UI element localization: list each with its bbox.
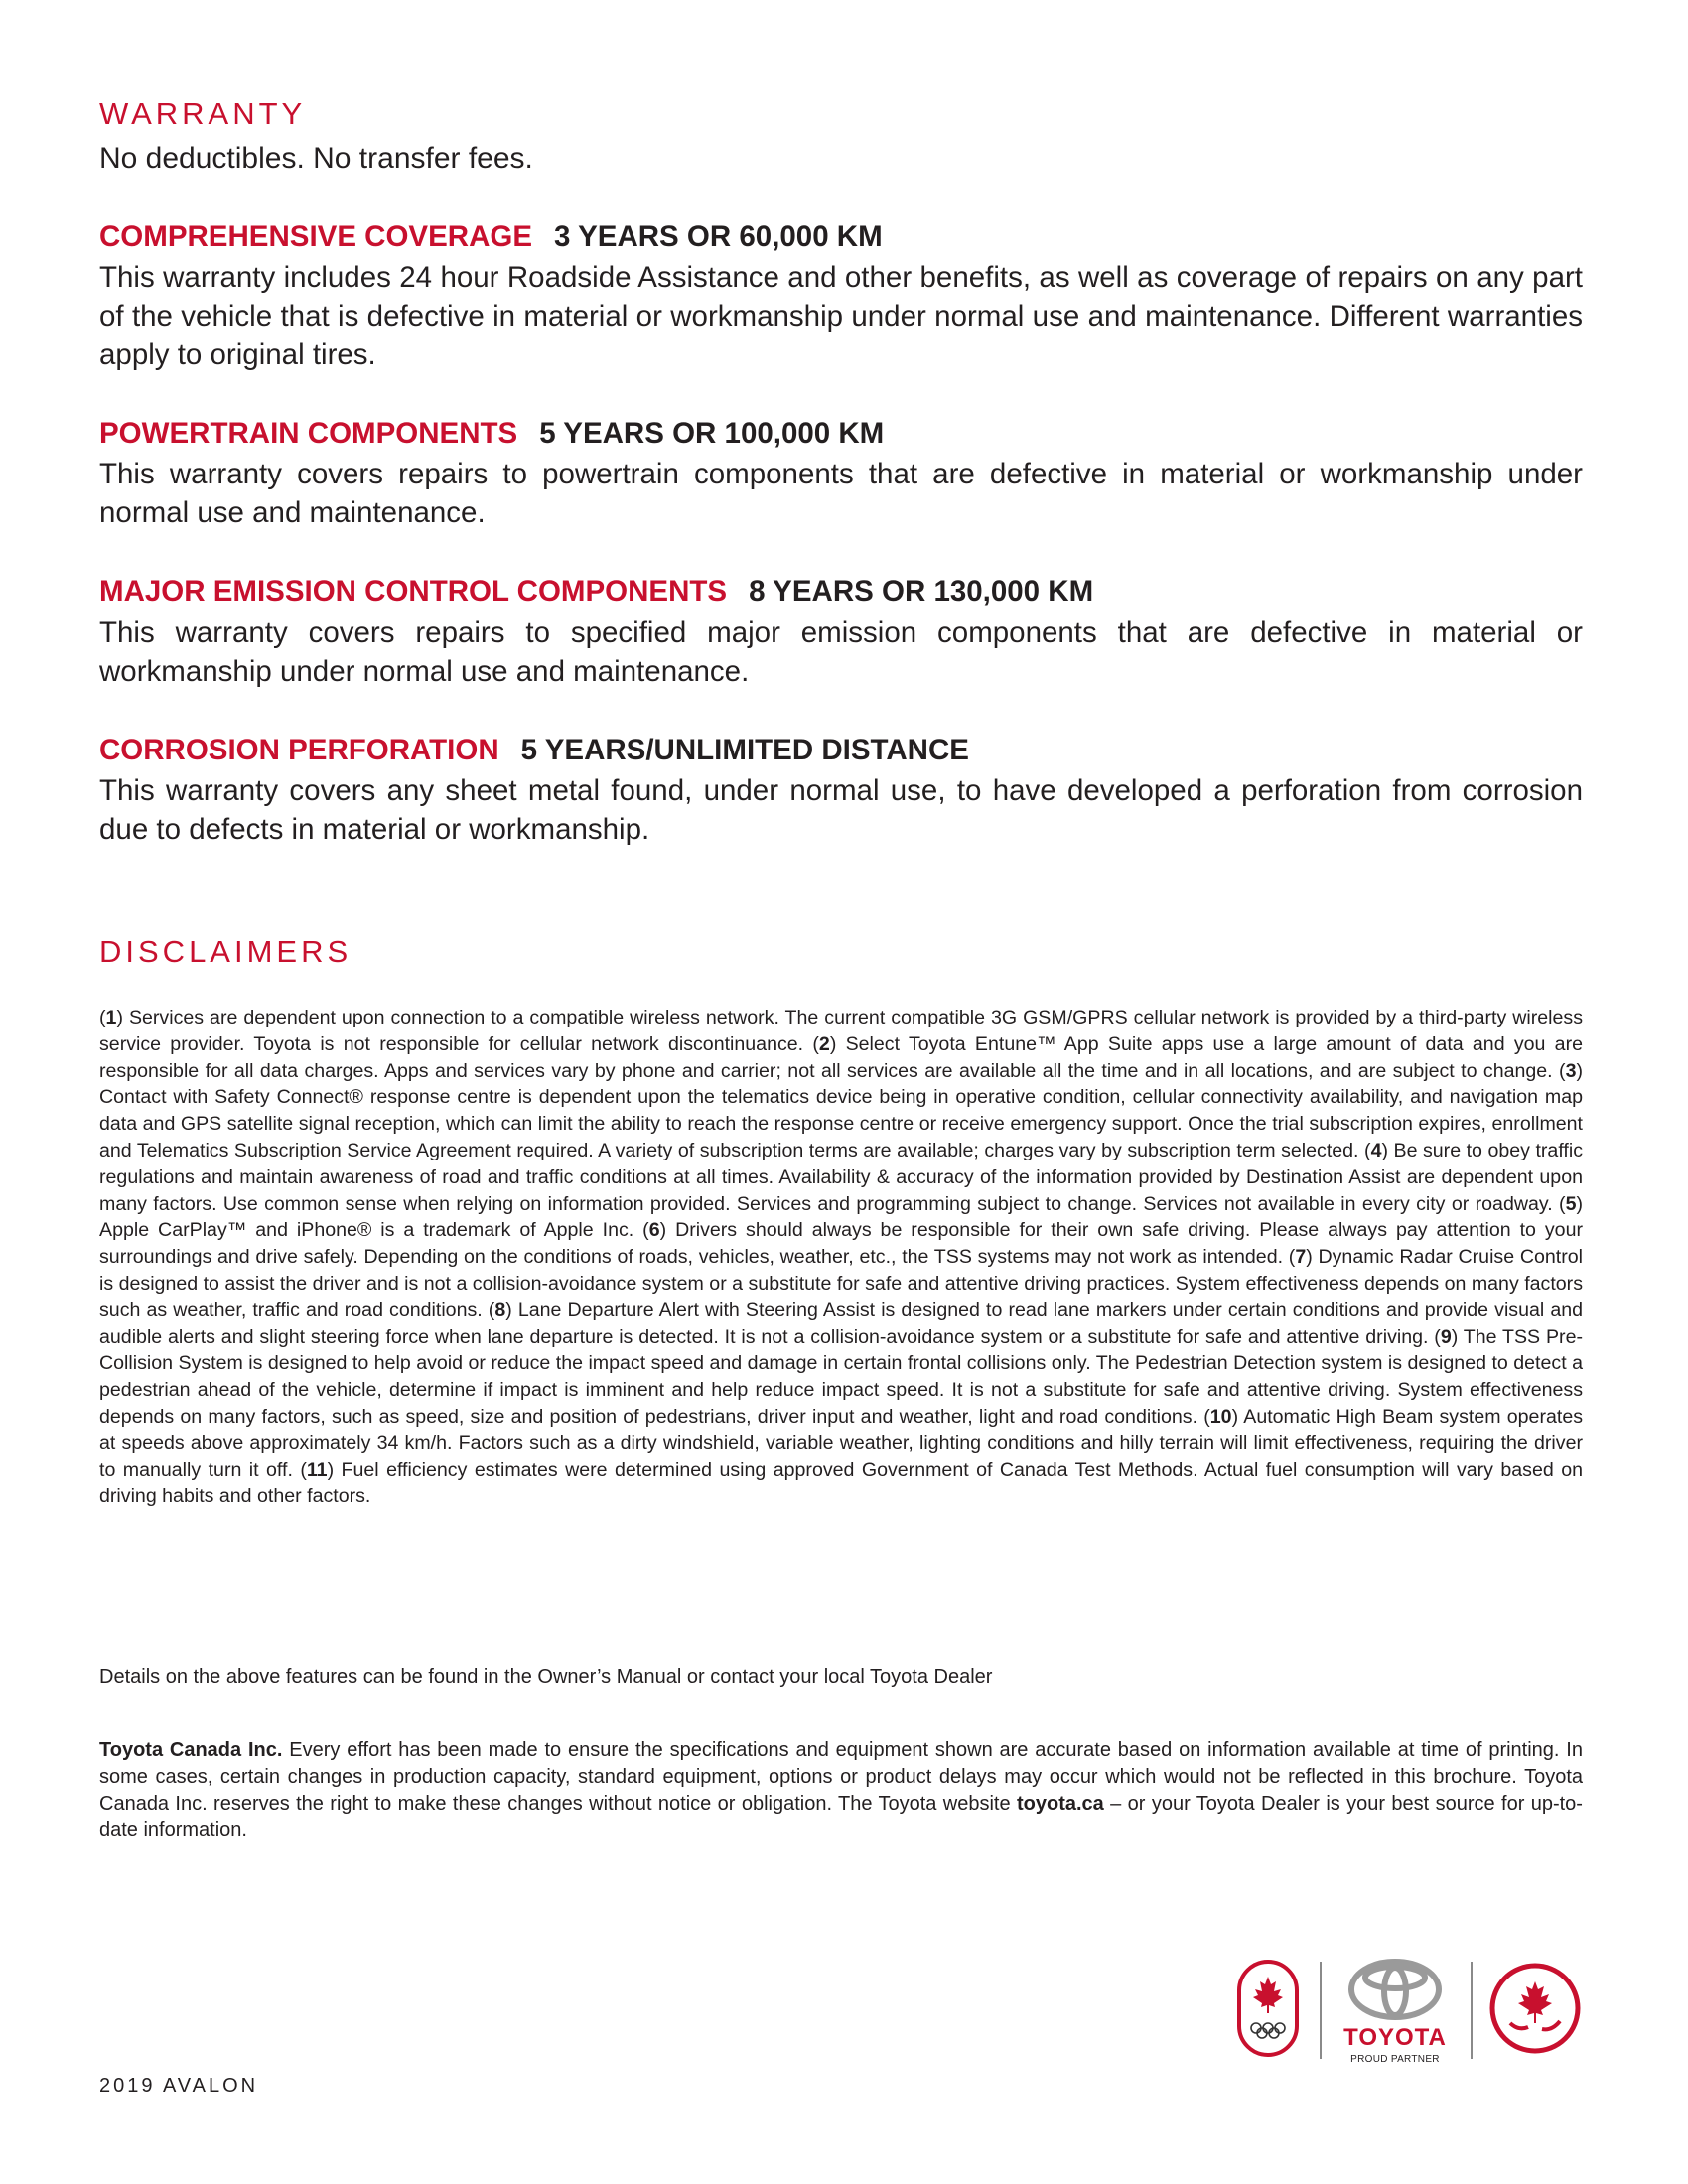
logo-divider — [1320, 1962, 1322, 2059]
warranty-subtitle: No deductibles. No transfer fees. — [99, 142, 533, 176]
note-number: 10 — [1209, 1405, 1232, 1428]
note-number: 9 — [1440, 1325, 1452, 1348]
note-number: 3 — [1565, 1059, 1577, 1082]
warranty-item-comprehensive — [99, 219, 1583, 374]
note-number: 8 — [494, 1298, 506, 1321]
warranty-item-term: 5 YEARS OR 100,000 KM — [539, 417, 885, 451]
warranty-item-term: 3 YEARS OR 60,000 KM — [554, 219, 883, 253]
note-text: Fuel efficiency estimates were determined using approved Government of Canada Test Methods. Actual fuel consumption will vary based on driving habits and other factors. — [99, 1458, 1583, 1508]
warranty-title: WARRANTY — [99, 96, 307, 131]
warranty-item-emission — [99, 574, 1583, 690]
note-text: Drivers should always be responsible for their own safe driving. Please always pay attention to your surroundings and drive safely. Depending on the conditions of roads, vehicles, weather, etc., the TSS systems may not work as intended. — [99, 1219, 1584, 1269]
legal-body: Every effort has been made to ensure the specifications and equipment shown are accurate based on information available at time of printing. In some cases, certain changes in production capacity, standard equipment, options or product delays may occur which would not be reflected in this brochure. Toyota Canada Inc. reserves the right to make these changes without notice or obligation. The Toyota website — [99, 1739, 1583, 1815]
note-text: The TSS Pre-Collision System is designed to help avoid or reduce the impact speed and damage in certain frontal collisions only. The Pedestrian Detection system is designed to detect a pedestrian ahead of the vehicle, determine if impact is imminent and help reduce impact speed. It is not a substitute for safe and attentive driving. System effectiveness depends on many factors, such as speed, size and position of pedestrians, driver input and weather, light and road conditions. — [99, 1325, 1583, 1428]
legal-company: Toyota Canada Inc. — [99, 1739, 283, 1761]
legal-body-end: – or your Toyota Dealer is your best source for up-to-date information. — [99, 1792, 1583, 1842]
disclaimers-text: (1) Services are dependent upon connection to a compatible wireless network. The current compatible 3G GSM/GPRS cellular network is provided by a third-party wireless service provider. Toyota is not responsible for cellular network discontinuance. (2) Select Toyota Entune™ App Suite apps use a large amount of data and you are responsible for all data charges. Apps and services vary by phone and carrier; not all services are available all the time and in all locations, and are subject to change. (3) Contact with Safety Connect® response centre is dependent upon the telematics device being in operative condition, cellular connectivity availability, and navigation map data and GPS satellite signal reception, which can limit the ability to reach the response centre or receive emergency support. Once the trial subscription expires, enrollment and Telematics Subscription Service Agreement required. A variety of subscription terms are available; charges vary by subscription term selected. (4) Be sure to obey traffic regulations and maintain awareness of road and traffic conditions at all times. Availability & accuracy of the information provided by Destination Assist are dependent upon many factors. Use common sense when relying on information provided. Services and programming subject to change. Services not available in every city or roadway. (5) Apple CarPlay™ and iPhone® is a trademark of Apple Inc. (6) Drivers should always be responsible for their own safe driving. Please always pay attention to your surroundings and drive safely. Depending on the conditions of roads, vehicles, weather, etc., the TSS systems may not work as intended. (7) Dynamic Radar Cruise Control is designed to assist the driver and is not a collision-avoidance system or a substitute for safe and attentive driving practices. System effectiveness depends on many factors such as weather, traffic and road conditions. (8) Lane Departure Alert with Steering Assist is designed to read lane markers under certain conditions and provide visual and audible alerts and slight steering force when lane departure is detected. It is not a collision-avoidance system or a substitute for safe and attentive driving. (9) The TSS Pre-Collision System is designed to help avoid or reduce the impact speed and damage in certain frontal collisions only. The Pedestrian Detection system is designed to detect a pedestrian ahead of the vehicle, determine if impact is imminent and help reduce impact speed. It is not a substitute for safe and attentive driving. System effectiveness depends on many factors, such as speed, size and position of pedestrians, driver input and weather, light and road conditions. (10) Automatic High Beam system operates at speeds above approximately 34 km/h. Factors such as a dirty windshield, variable weather, lighting conditions and hilly terrain will limit effectiveness, requiring the driver to manually turn it off. (11) Fuel efficiency estimates were determined using approved Government of Canada Test Methods. Actual fuel consumption will vary based on driving habits and other factors. — [99, 1007, 1584, 1508]
warranty-item-text: This warranty covers repairs to powertrain components that are defective in material or workmanship under normal use and maintenance. — [99, 458, 1583, 530]
note-text: Be sure to obey traffic regulations and maintain awareness of road and traffic conditions at all times. Availability & accuracy of the information provided by Destination Assist are dependent upon many factors. Use common sense when relying on information provided. Services and programming subject to change. Services not available in every city or roadway. — [99, 1139, 1584, 1215]
note-text: Select Toyota Entune™ App Suite apps use a large amount of data and you are responsible for all data charges. Apps and services vary by phone and carrier; not all services are available all the time and in all locations, and are subject to change. — [99, 1032, 1584, 1082]
warranty-item-name: CORROSION PERFORATION — [99, 733, 499, 766]
disclaimers-title: DISCLAIMERS — [99, 934, 352, 969]
note-text: Apple CarPlay™ and iPhone® is a trademark of Apple Inc. — [99, 1219, 634, 1242]
olympic-logo-icon — [1236, 1959, 1300, 2058]
note-number: 4 — [1370, 1139, 1382, 1161]
proud-partner-label: PROUD PARTNER — [1350, 2054, 1440, 2065]
warranty-item-name: POWERTRAIN COMPONENTS — [99, 417, 518, 451]
website-link[interactable]: toyota.ca — [1016, 1792, 1104, 1815]
note-text: Lane Departure Alert with Steering Assist is designed to read lane markers under certain conditions and provide visual and audible alerts and slight steering force when lane departure is detected. It is not a collision-avoidance system or a substitute for safe and attentive driving. — [99, 1298, 1584, 1348]
warranty-section — [99, 95, 1583, 849]
note-number: 6 — [648, 1219, 660, 1242]
warranty-item-text: This warranty covers repairs to specified major emission components that are defective in material or workmanship under normal use and maintenance. — [99, 615, 1583, 688]
warranty-item-powertrain — [99, 416, 1583, 532]
warranty-item-text: This warranty includes 24 hour Roadside Assistance and other benefits, as well as coverage of repairs on any part of the vehicle that is defective in material or workmanship under normal use and maintenance. Different warranties apply to original tires. — [99, 261, 1583, 372]
warranty-item-name: MAJOR EMISSION CONTROL COMPONENTS — [99, 575, 728, 609]
logo-divider — [1471, 1962, 1473, 2059]
note-text: Dynamic Radar Cruise Control is designed to assist the driver and is not a collision-avoidance system or a substitute for safe and attentive driving practices. System effectiveness depends on many factors such as weather, traffic and road conditions. — [99, 1246, 1584, 1321]
details-note: Details on the above features can be found in the Owner’s Manual or contact your local Toyota Dealer — [99, 1666, 993, 1688]
legal-text — [99, 1737, 1583, 1843]
note-text: Contact with Safety Connect® response centre is dependent upon the telematics device being in operative condition, cellular connectivity availability, and navigation map data and GPS satellite signal reception, which can limit the ability to reach the response centre or receive emergency support. Once the trial subscription expires, enrollment and Telematics Subscription Service Agreement required. A variety of subscription terms are available; charges vary by subscription term selected. — [99, 1086, 1583, 1161]
note-number: 2 — [818, 1032, 830, 1055]
note-number: 7 — [1295, 1246, 1307, 1269]
model-label: 2019 AVALON — [99, 2075, 259, 2097]
toyota-wordmark: TOYOTA — [1343, 2024, 1447, 2051]
warranty-item-term: 8 YEARS OR 130,000 KM — [749, 575, 1094, 609]
toyota-logo — [1334, 1954, 1457, 2073]
note-number: 1 — [105, 1007, 117, 1028]
note-text: Services are dependent upon connection to a compatible wireless network. The current compatible 3G GSM/GPRS cellular network is provided by a third-party wireless service provider. Toyota is not responsible for cellular network discontinuance. — [99, 1007, 1583, 1055]
note-text: Automatic High Beam system operates at speeds above approximately 34 km/h. Factors such as a dirty windshield, variable weather, lighting conditions and hilly terrain will limit effectiveness, requiring the driver to manually turn it off. — [99, 1405, 1584, 1481]
warranty-item-text: This warranty covers any sheet metal found, under normal use, to have developed a perforation from corrosion due to defects in material or workmanship. — [99, 774, 1583, 847]
warranty-item-corrosion — [99, 733, 1583, 849]
note-number: 11 — [306, 1458, 328, 1481]
toyota-emblem-icon — [1347, 1958, 1443, 2021]
warranty-item-name: COMPREHENSIVE COVERAGE — [99, 219, 533, 253]
note-number: 5 — [1565, 1192, 1577, 1215]
partner-logos — [1236, 1954, 1584, 2073]
warranty-item-term: 5 YEARS/UNLIMITED DISTANCE — [520, 733, 969, 766]
paralympic-logo-icon — [1488, 1962, 1582, 2055]
